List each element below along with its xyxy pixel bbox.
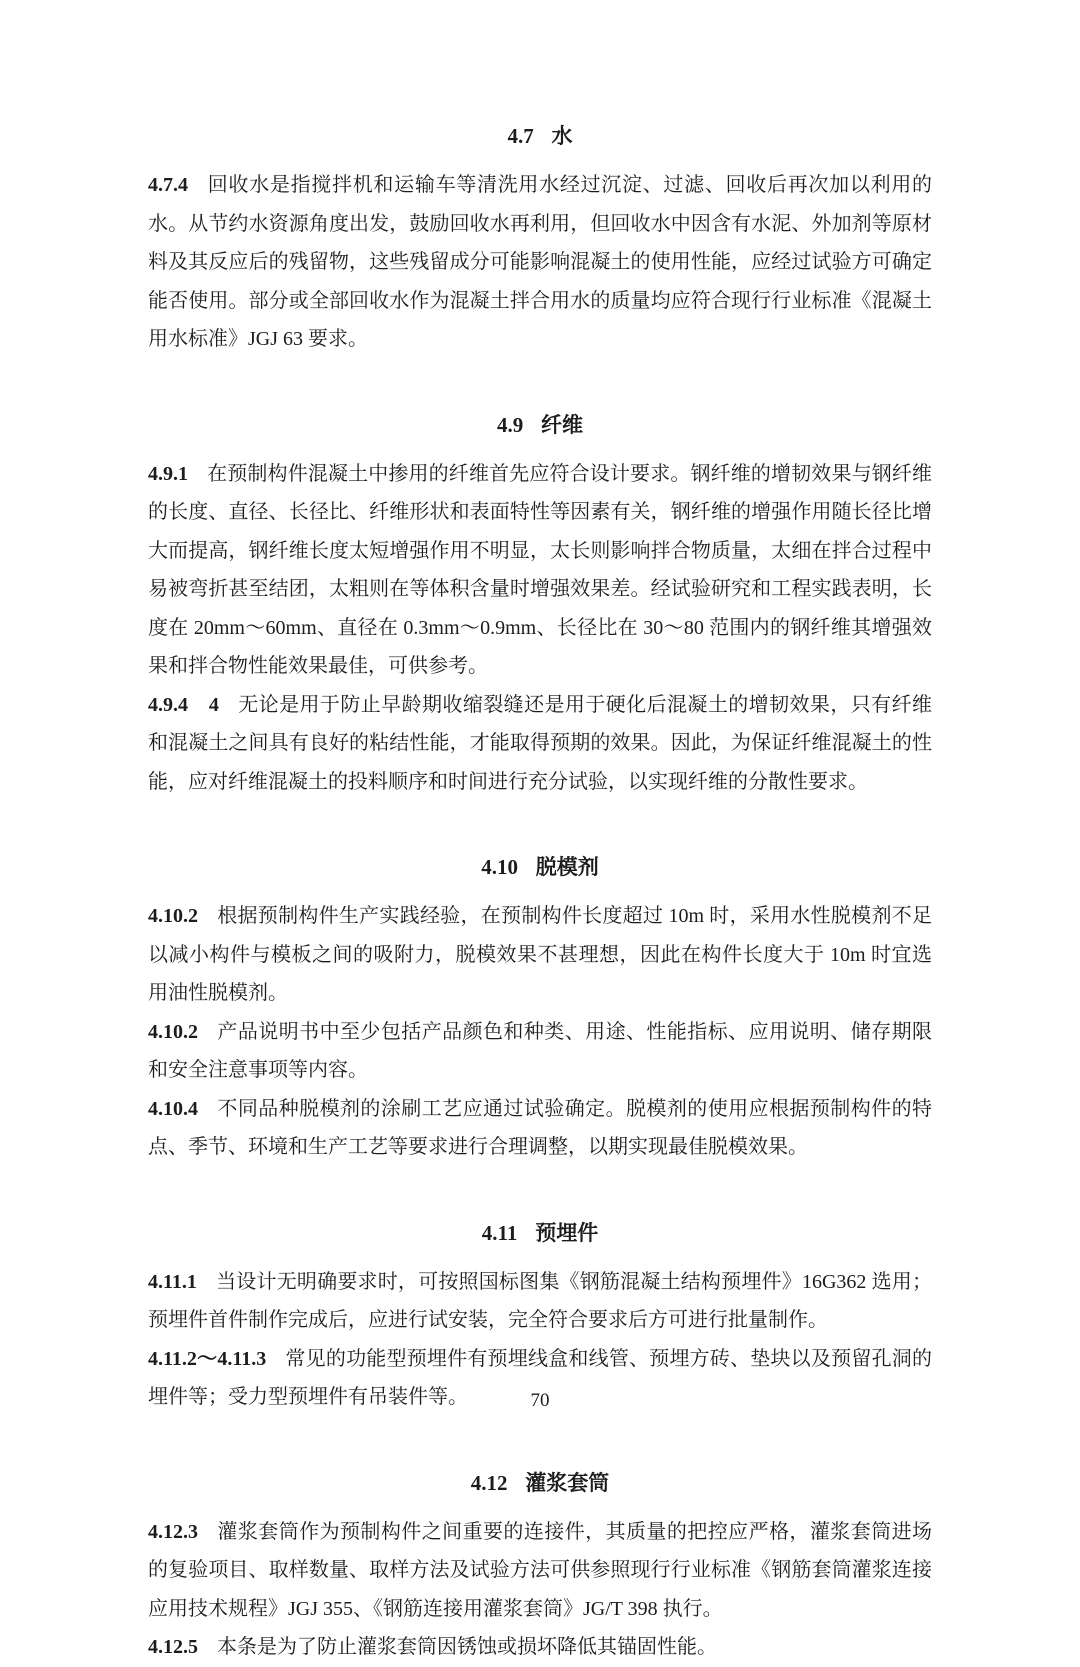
clause-number: 4.12.5 (148, 1636, 198, 1658)
clause-paragraph (148, 1513, 932, 1629)
clause-paragraph (148, 1013, 932, 1090)
clause-number: 4.10.2 (148, 1020, 198, 1043)
clause-paragraph (148, 686, 932, 802)
clause-paragraph (148, 1263, 932, 1340)
section-heading (148, 1219, 932, 1247)
clause-number: 4.10.2 (148, 905, 198, 927)
clause-text: 当设计无明确要求时，可按照国标图集《钢筋混凝土结构预埋件》16G362 选用；预埋件首件制作完成后，应进行试安装，完全符合要求后方可进行批量制作。 (148, 1270, 932, 1331)
clause-number: 4.7.4 (148, 174, 188, 196)
section-title: 水 (551, 124, 573, 148)
section-number: 4.11 (481, 1220, 518, 1245)
clause-paragraph (148, 1628, 932, 1667)
section-embedded-parts (148, 1219, 932, 1417)
section-title: 纤维 (541, 412, 584, 437)
clause-text: 不同品种脱模剂的涂刷工艺应通过试验确定。脱模剂的使用应根据预制构件的特点、季节、环境和生产工艺等要求进行合理调整，以期实现最佳脱模效果。 (148, 1097, 932, 1158)
section-fiber (148, 411, 932, 802)
section-heading (148, 411, 932, 439)
section-number: 4.9 (496, 412, 524, 437)
clause-text: 产品说明书中至少包括产品颜色和种类、用途、性能指标、应用说明、储存期限和安全注意事项等内容。 (148, 1020, 932, 1081)
clause-paragraph (148, 166, 932, 359)
section-heading (148, 122, 932, 150)
clause-text: 无论是用于防止早龄期收缩裂缝还是用于硬化后混凝土的增韧效果，只有纤维和混凝土之间具有良好的粘结性能，才能取得预期的效果。因此，为保证纤维混凝土的性能，应对纤维混凝土的投料顺序和时间进行充分试验，以实现纤维的分散性要求。 (148, 693, 933, 793)
section-water (148, 122, 932, 359)
clause-number: 4.10.4 (148, 1097, 198, 1120)
clause-number: 4.9.4 4 (148, 693, 219, 716)
clause-number: 4.12.3 (148, 1520, 198, 1543)
clause-paragraph (148, 455, 932, 686)
clause-number: 4.11.1 (148, 1270, 197, 1293)
section-title: 灌浆套筒 (525, 1470, 610, 1495)
page-number: 70 (530, 1390, 550, 1411)
clause-number: 4.11.2～4.11.3 (148, 1347, 267, 1370)
section-number: 4.12 (470, 1470, 508, 1495)
clause-number: 4.9.1 (148, 462, 188, 485)
section-title: 脱模剂 (535, 855, 599, 879)
section-title: 预埋件 (535, 1220, 599, 1245)
clause-text: 本条是为了防止灌浆套筒因锈蚀或损坏降低其锚固性能。 (217, 1636, 717, 1658)
clause-text: 根据预制构件生产实践经验，在预制构件长度超过 10m 时，采用水性脱模剂不足以减小构件与模板之间的吸附力，脱模效果不甚理想，因此在构件长度大于 10m 时宜选用油性脱模剂。 (148, 905, 932, 1004)
clause-paragraph (148, 1090, 932, 1167)
clause-text: 灌浆套筒作为预制构件之间重要的连接件，其质量的把控应严格，灌浆套筒进场的复验项目、取样数量、取样方法及试验方法可供参照现行行业标准《钢筋套筒灌浆连接应用技术规程》JGJ 355、《钢筋连接用灌浆套筒》JG/T 398 执行。 (148, 1520, 932, 1620)
section-grout-sleeve (148, 1469, 932, 1667)
section-number: 4.7 (507, 124, 534, 148)
clause-text: 在预制构件混凝土中掺用的纤维首先应符合设计要求。钢纤维的增韧效果与钢纤维的长度、直径、长径比、纤维形状和表面特性等因素有关，钢纤维的增强作用随长径比增大而提高，钢纤维长度太短增强作用不明显，太长则影响拌合物质量，太细在拌合过程中易被弯折甚至结团，太粗则在等体积含量时增强效果差。经试验研究和工程实践表明，长度在 20mm～60mm、直径在 0.3mm～0.9mm、长径比在 30～80 范围内的钢纤维其增强效果和拌合物性能效果最佳，可供参考。 (148, 462, 932, 677)
clause-text: 回收水是指搅拌机和运输车等清洗用水经过沉淀、过滤、回收后再次加以利用的水。从节约水资源角度出发，鼓励回收水再利用，但回收水中因含有水泥、外加剂等原材料及其反应后的残留物，这些残留成分可能影响混凝土的使用性能，应经过试验方可确定能否使用。部分或全部回收水作为混凝土拌合用水的质量均应符合现行行业标准《混凝土用水标准》JGJ 63 要求。 (148, 174, 932, 350)
section-heading (148, 1469, 932, 1497)
clause-paragraph (148, 897, 932, 1013)
section-heading (148, 853, 932, 881)
clause-text: 常见的功能型预埋件有预埋线盒和线管、预埋方砖、垫块以及预留孔洞的埋件等；受力型预埋件有吊装件等。 (148, 1347, 932, 1408)
section-number: 4.10 (481, 855, 518, 879)
section-release-agent (148, 853, 932, 1167)
